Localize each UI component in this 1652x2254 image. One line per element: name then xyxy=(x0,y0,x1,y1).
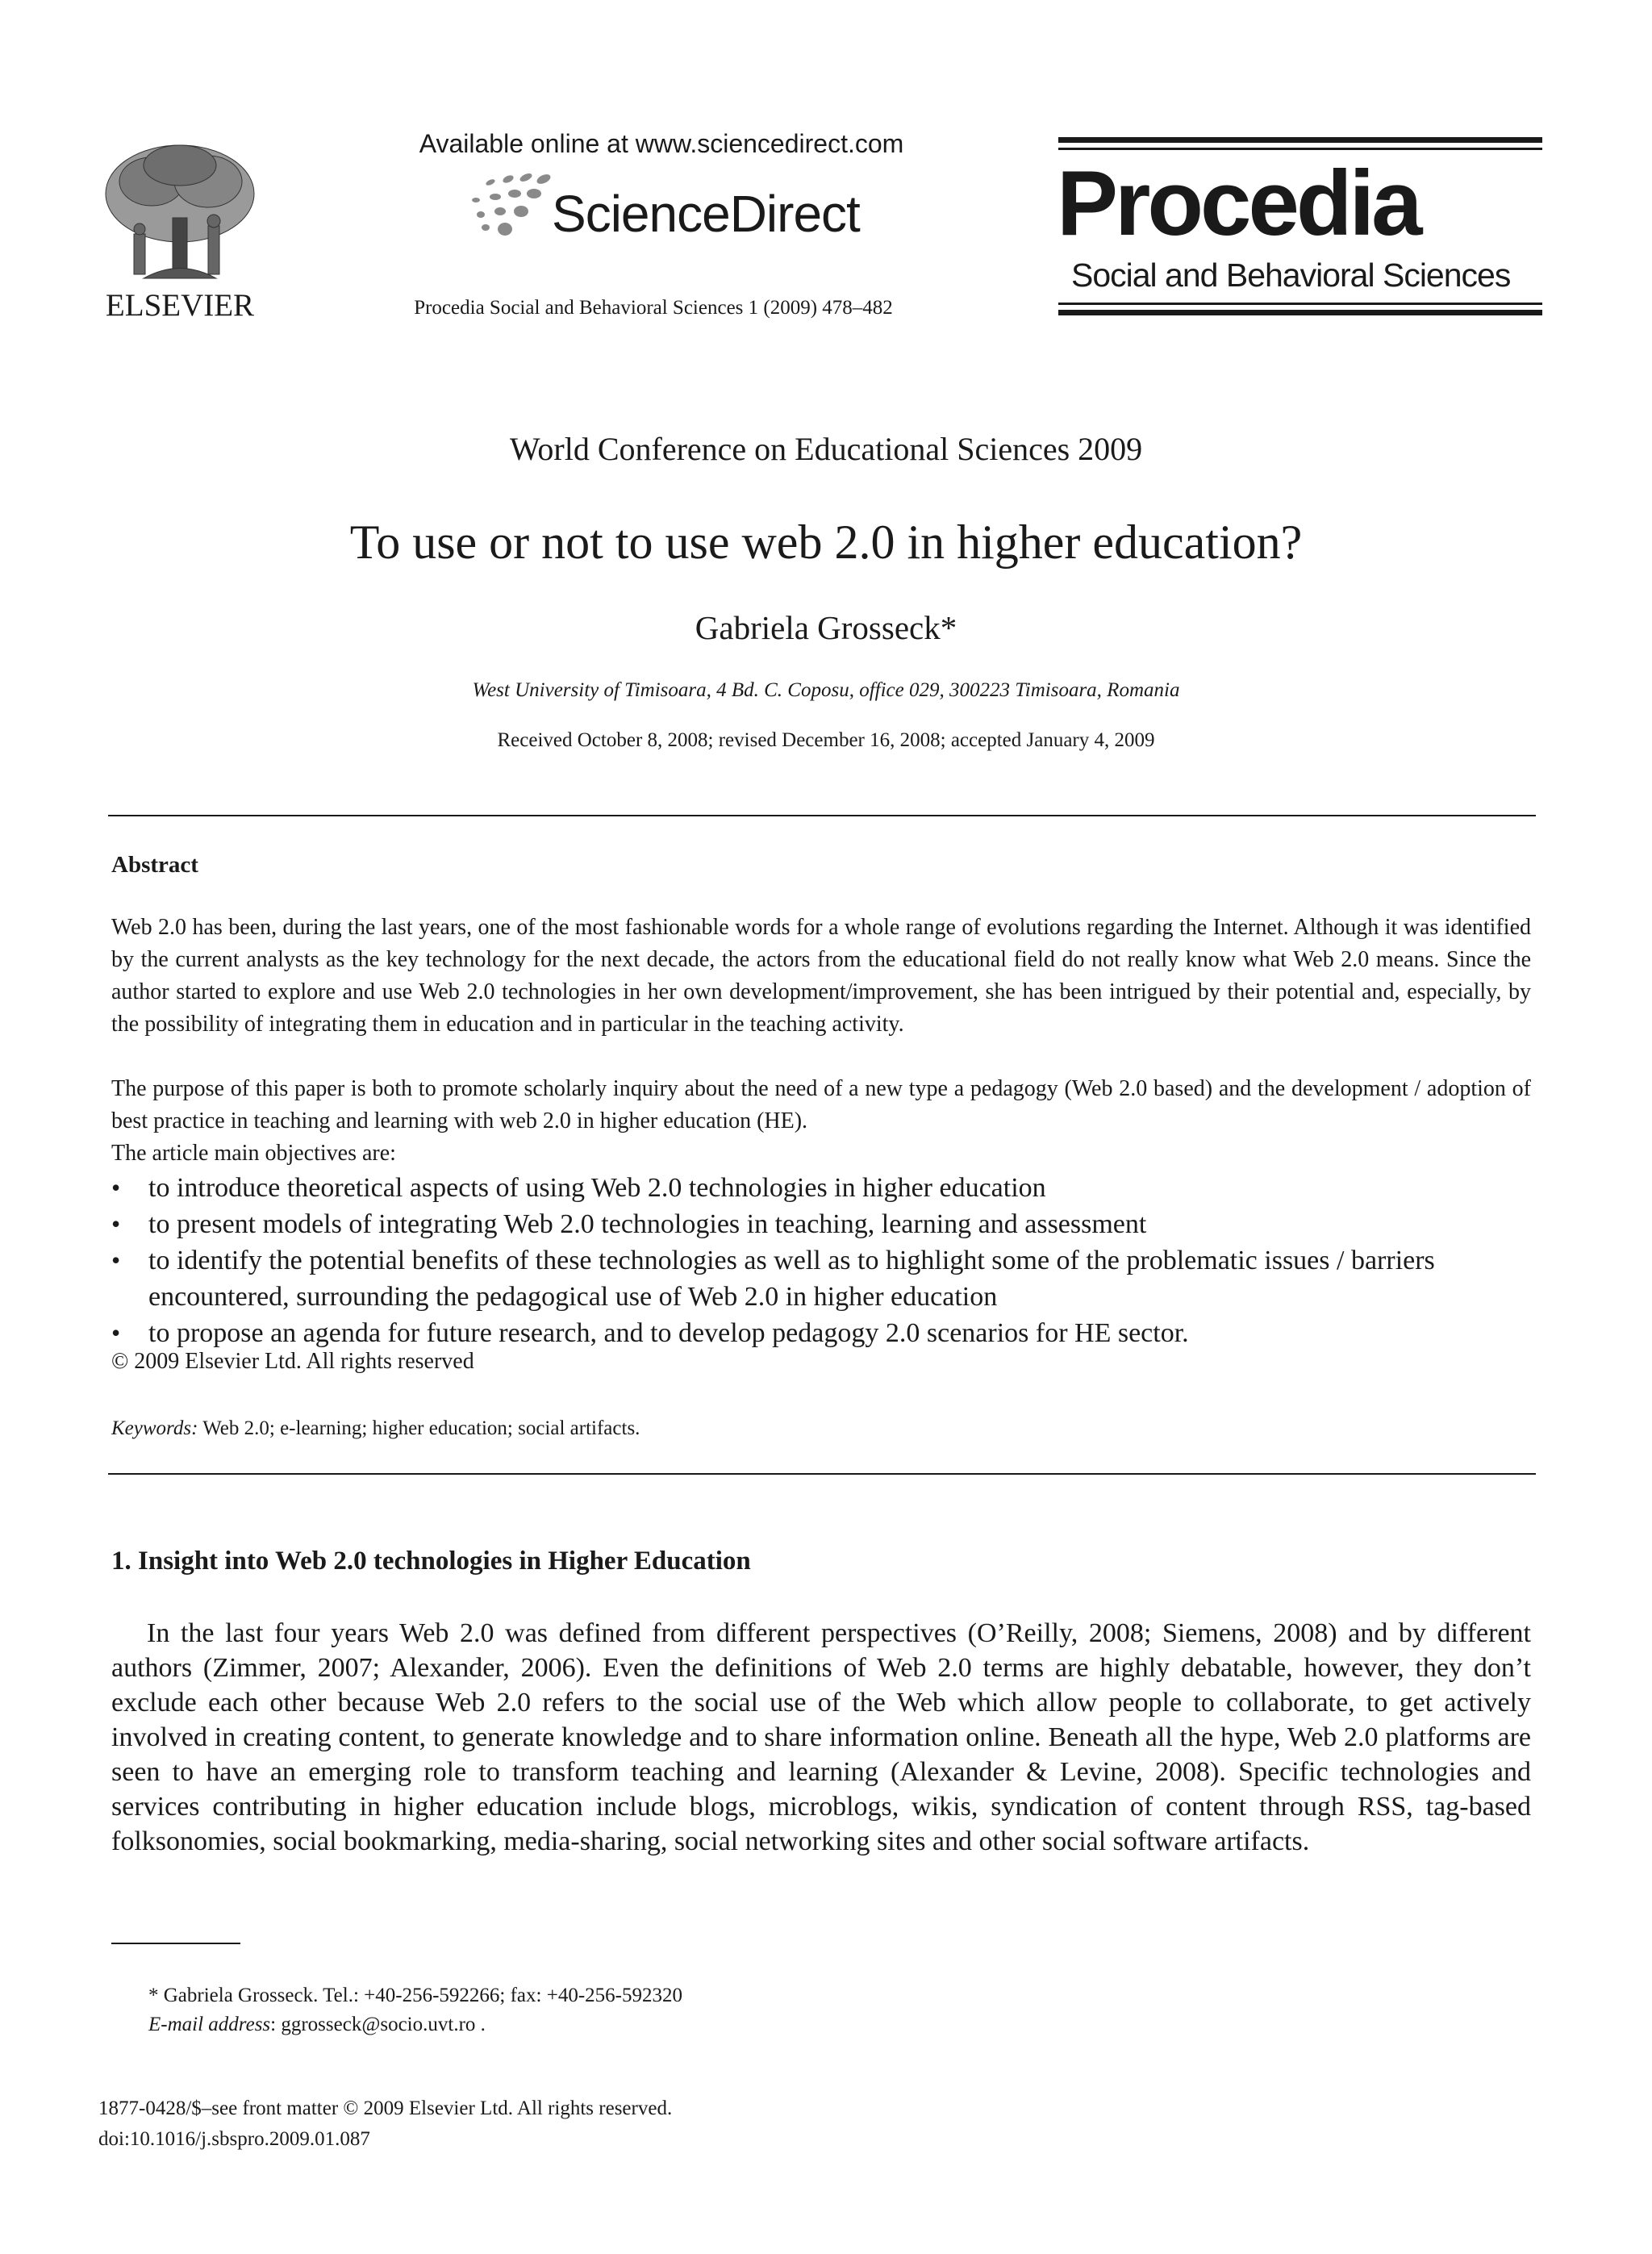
footnote-email xyxy=(148,2014,486,2036)
available-online-text: Available online at www.sciencedirect.com xyxy=(419,129,904,158)
keywords-line xyxy=(111,1417,640,1440)
divider-bottom xyxy=(108,1473,1536,1475)
list-item: • to identify the potential benefits of these technologies as well as to highlight some of the problematic issues / barriers encountered, surrounding the pedagogical use of Web 2.0 in higher education xyxy=(111,1242,1531,1315)
sciencedirect-dots-icon xyxy=(448,169,561,242)
doi: doi:10.1016/j.sbspro.2009.01.087 xyxy=(98,2128,370,2150)
section-heading: 1. Insight into Web 2.0 technologies in Higher Education xyxy=(111,1546,751,1576)
journal-reference: Procedia Social and Behavioral Sciences 1 (2009) 478–482 xyxy=(414,297,893,319)
list-item: • to propose an agenda for future research, and to develop pedagogy 2.0 scenarios for HE sector. xyxy=(111,1315,1531,1351)
received-dates: Received October 8, 2008; revised December 16, 2008; accepted January 4, 2009 xyxy=(497,729,1155,751)
sciencedirect-logo-text: ScienceDirect xyxy=(552,185,860,243)
abstract-paragraph-3: The article main objectives are: xyxy=(111,1141,396,1166)
paper-title: To use or not to use web 2.0 in higher education? xyxy=(349,515,1303,569)
footnote-rule xyxy=(111,1943,240,1944)
objectives-list xyxy=(111,1170,1531,1351)
keywords-text: Web 2.0; e-learning; higher education; social artifacts. xyxy=(198,1417,640,1439)
footnote-contact: * Gabriela Grosseck. Tel.: +40-256-592266; fax: +40-256-592320 xyxy=(148,1985,682,2006)
conference-name: World Conference on Educational Sciences 2009 xyxy=(509,431,1143,467)
procedia-bottom-rule-thick xyxy=(1058,310,1542,315)
procedia-top-rule-thin xyxy=(1058,148,1542,150)
abstract-heading: Abstract xyxy=(111,852,198,878)
procedia-subtitle: Social and Behavioral Sciences xyxy=(1071,257,1511,294)
front-matter-issn: 1877-0428/$–see front matter © 2009 Elsevier Ltd. All rights reserved. xyxy=(98,2097,673,2119)
procedia-logo-text: Procedia xyxy=(1057,152,1420,255)
author-name: Gabriela Grosseck* xyxy=(695,609,957,646)
procedia-top-rule-thick xyxy=(1058,137,1542,143)
procedia-bottom-rule-thin xyxy=(1058,303,1542,305)
list-item: • to introduce theoretical aspects of using Web 2.0 technologies in higher education xyxy=(111,1170,1531,1206)
email-address: : ggrosseck@socio.uvt.ro . xyxy=(270,2014,486,2035)
abstract-copyright: © 2009 Elsevier Ltd. All rights reserved xyxy=(111,1349,474,1374)
abstract-paragraph-2: The purpose of this paper is both to promote scholarly inquiry about the need of a new type a pedagogy (Web 2.0 based) and the development / adoption of best practice in teaching and learning with web 2.0 in higher education (HE). xyxy=(111,1076,1531,1133)
keywords-label: Keywords: xyxy=(111,1417,198,1439)
author-affiliation: West University of Timisoara, 4 Bd. C. Coposu, office 029, 300223 Timisoara, Romania xyxy=(472,679,1180,701)
list-item: • to present models of integrating Web 2.0 technologies in teaching, learning and assessment xyxy=(111,1206,1531,1242)
publisher-name: ELSEVIER xyxy=(105,288,255,323)
divider-top xyxy=(108,815,1536,816)
abstract-paragraph-1: Web 2.0 has been, during the last years, one of the most fashionable words for a whole range of evolutions regarding the Internet. Although it was identified by the current analysts as the key technology for the next decade, the actors from the educational field do not really know what Web 2.0 means. Since the author started to explore and use Web 2.0 technologies in her own development/improvement, she has been intrigued by their potential and, especially, by the possibility of integrating them in education and in particular in the teaching activity. xyxy=(111,915,1531,1037)
email-label: E-mail address xyxy=(148,2014,271,2035)
section-body-paragraph: In the last four years Web 2.0 was defined from different perspectives (O’Reilly, 2008; Siemens, 2008) and by different authors (Zimmer, 2007; Alexander, 2006). Even the definitions of Web 2.0 terms are highly debatable, however, they don’t exclude each other because Web 2.0 refers to the social use of the Web which allow people to collaborate, to get actively involved in creating content, to generate knowledge and to share information online. Beneath all the hype, Web 2.0 platforms are seen to have an emerging role to transform teaching and learning (Alexander & Levine, 2008). Specific technologies and services contributing in higher education include blogs, microblogs, wikis, syndication of content through RSS, tag-based folksonomies, social bookmarking, media-sharing, social networking sites and other social software artifacts. xyxy=(111,1618,1531,1856)
